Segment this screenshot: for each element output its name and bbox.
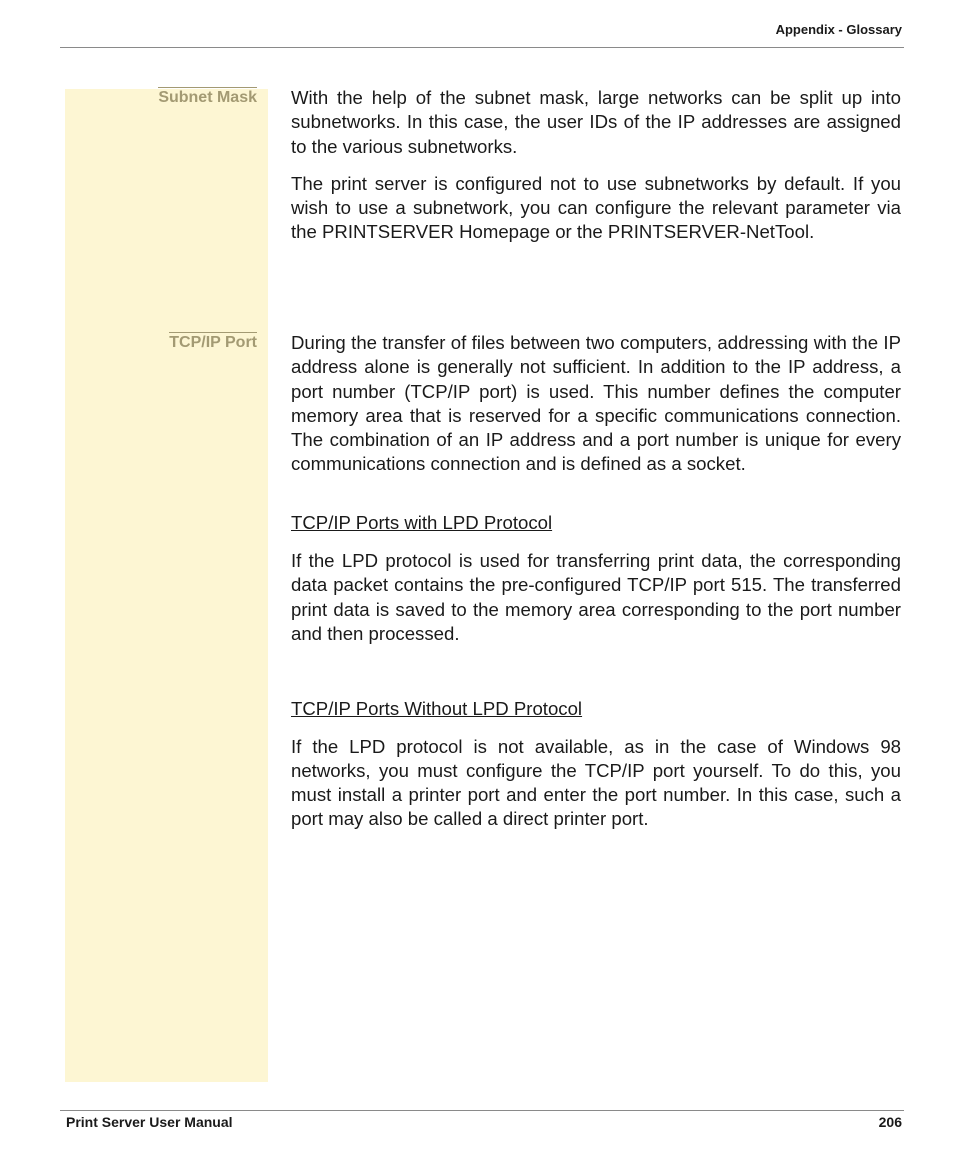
subnet-mask-definition xyxy=(291,86,901,245)
paragraph: If the LPD protocol is used for transferring print data, the corresponding data packet contains the pre-configured TCP/IP port 515. The transferred print data is saved to the memory area corresponding to the port number and then processed. xyxy=(291,550,901,644)
paragraph: If the LPD protocol is not available, as in the case of Windows 98 networks, you must configure the TCP/IP port yourself. To do this, you must install a printer port and enter the port number. In this case, such a port may also be called a direct printer port. xyxy=(291,735,901,830)
paragraph: The print server is configured not to use subnetworks by default. If you wish to use a subnetwork, you can configure the relevant parameter via the PRINTSERVER Homepage or the PRINTSERVER-NetTool. xyxy=(291,172,901,243)
glossary-sidebar xyxy=(65,89,268,1082)
page-header-title: Appendix - Glossary xyxy=(775,22,902,37)
footer-divider xyxy=(60,1110,904,1111)
page-number: 206 xyxy=(878,1114,902,1130)
term-subnet-mask: Subnet Mask xyxy=(158,89,257,106)
paragraph: With the help of the subnet mask, large networks can be split up into subnetworks. In this case, the user IDs of the IP addresses are assigned to the various subnetworks. xyxy=(291,87,901,157)
subsection-heading: TCP/IP Ports Without LPD Protocol xyxy=(291,698,583,720)
paragraph: During the transfer of files between two computers, addressing with the IP address alone is generally not sufficient. In addition to the IP address, a port number (TCP/IP port) is used. This number defines the computer memory area that is reserved for a specific communications connection. The combination of an IP address and a port number is unique for every communications connection and is defined as a socket. xyxy=(291,332,901,475)
tcp-ip-port-definition xyxy=(291,331,901,832)
footer-manual-title: Print Server User Manual xyxy=(66,1114,233,1130)
term-tcp-ip-port: TCP/IP Port xyxy=(169,334,257,351)
header-divider xyxy=(60,47,904,48)
subsection-heading: TCP/IP Ports with LPD Protocol xyxy=(291,511,553,533)
